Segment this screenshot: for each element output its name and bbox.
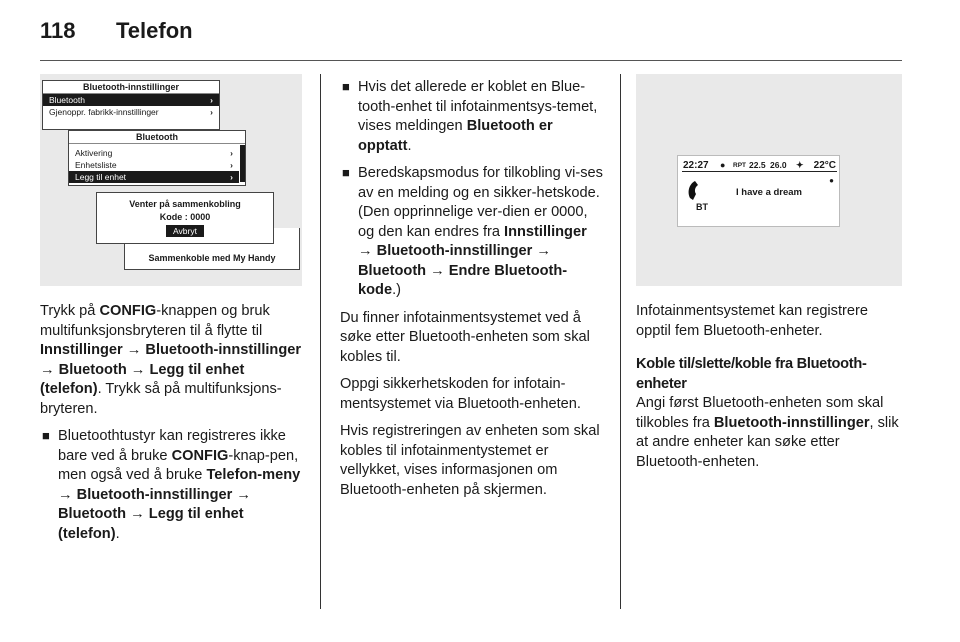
waiting-title: Venter på sammenkobling [129, 199, 241, 209]
column-3-text [636, 302, 906, 480]
chevron-right-icon: › [230, 172, 233, 182]
play-indicator-icon: ● [829, 176, 834, 185]
infotainment-screen [677, 155, 840, 227]
menu-item-add-device[interactable] [69, 171, 239, 183]
column-divider-2 [620, 74, 621, 609]
clock-time: 22:27 [683, 160, 709, 171]
status-bar [682, 159, 837, 172]
track-title: I have a dream [736, 187, 803, 198]
menu-item-label: Aktivering [75, 148, 113, 158]
bullet-device-busy: ■ Hvis det allerede er koblet en Blue-tooth-enhet til infotainmentsys-temet, vises meldingen Bluetooth er opptatt. [342, 79, 598, 154]
menu-item-label: Gjenoppr. fabrikk-innstillinger [49, 107, 159, 117]
temperature-right: 22°C [813, 160, 836, 171]
bullet-standby-mode: ■ Beredskapsmodus for tilkobling vi-ses av en melding og en sikker-hetskode. (Den opprinnelige ver-dien er 0000, og den kan endres fra Innstillinger → Bluetooth-innstillinger → Bluetooth → Endre Bluetooth-kode.) [342, 165, 603, 298]
page-title: Telefon [116, 18, 193, 43]
menu-item-bluetooth[interactable] [43, 94, 219, 106]
header-rule [40, 60, 902, 61]
bullet-square-icon: ■ [342, 165, 350, 180]
source-label: BT [696, 202, 708, 212]
pair-message: Sammenkoble med My Handy [148, 253, 276, 263]
bullet-square-icon: ■ [342, 79, 350, 94]
chevron-right-icon: › [210, 95, 213, 105]
infotainment-display-figure [636, 74, 902, 286]
temperature-outside: 26.0 [770, 160, 787, 170]
screen-bluetooth-settings [42, 80, 220, 130]
pairing-code: Kode : 0000 [159, 212, 211, 222]
paragraph-instructions: Trykk på CONFIG-knappen og bruk multifunksjonsbryteren til å flytte til Innstillinger → Bluetooth-innstillinger → Bluetooth → Legg til enhet (telefon). Trykk så på multifunksjons-bryteren. [40, 303, 302, 417]
column-2-text [340, 78, 604, 508]
paragraph-success: Hvis registreringen av enheten som skal kobles til infotainmentystemet er vellykket, vises informasjonen om Bluetooth-enheten på skjermen. [340, 423, 600, 498]
section-heading: Koble til/slette/koble fra Bluetooth-enheter [636, 356, 867, 392]
column-1-text [40, 302, 306, 552]
repeat-indicator: RPT [733, 162, 746, 169]
record-icon: ● [720, 160, 726, 170]
temperature-left: 22.5 [749, 160, 766, 170]
paragraph-security-code: Oppgi sikkerhetskoden for infotain-mentsystemet via Bluetooth-enheten. [340, 376, 581, 412]
page-number: 118 [40, 18, 76, 43]
bluetooth-menu-figure [40, 74, 302, 286]
screen-title: Bluetooth-innstillinger [43, 81, 219, 94]
column-divider-1 [320, 74, 321, 609]
bullet-alternative-registration: ■ Bluetoothtustyr kan registreres ikke bare ved å bruke CONFIG-knap-pen, men også ved å bruke Telefon-meny → Bluetooth-innstillinger → Bluetooth → Legg til enhet (telefon). [42, 428, 301, 542]
menu-item-factory-reset[interactable] [43, 106, 219, 118]
scrollbar[interactable] [240, 145, 245, 182]
screen-bluetooth [68, 130, 246, 186]
menu-item-label: Enhetsliste [75, 160, 117, 170]
menu-item-label: Bluetooth [49, 95, 85, 105]
chevron-right-icon: › [230, 160, 233, 170]
menu-item-device-list[interactable] [69, 159, 245, 171]
paragraph-connect-first: Angi først Bluetooth-enheten som skal tilkobles fra Bluetooth-innstillinger, slik at andre enheter kan søke etter Bluetooth-enheten. [636, 395, 899, 470]
menu-item-label: Legg til enhet [75, 172, 127, 182]
seat-heating-icon: ✦ [796, 160, 804, 170]
chevron-right-icon: › [230, 148, 233, 158]
phone-handset-icon [686, 178, 708, 202]
cancel-button[interactable]: Avbryt [166, 225, 204, 237]
paragraph-max-devices: Infotainmentsystemet kan registrere opptil fem Bluetooth-enheter. [636, 303, 868, 339]
screen-waiting-pairing [96, 192, 274, 244]
chevron-right-icon: › [210, 107, 213, 117]
bullet-square-icon: ■ [42, 428, 50, 443]
paragraph-search: Du finner infotainmentsystemet ved å søke etter Bluetooth-enheten som skal kobles til. [340, 309, 590, 365]
screen-title: Bluetooth [69, 131, 245, 144]
page-header [40, 18, 920, 48]
menu-item-activation[interactable] [69, 147, 245, 159]
